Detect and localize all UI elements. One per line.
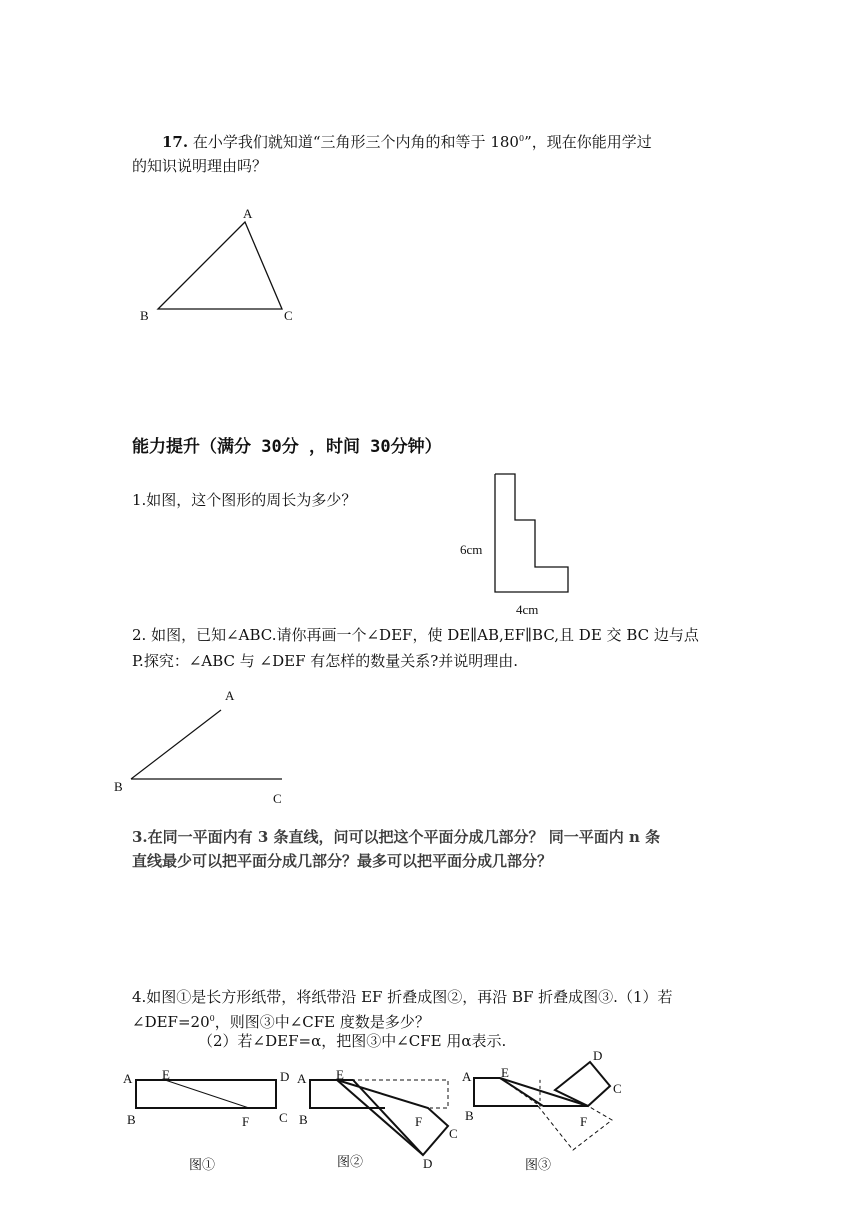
q4-figure-1 (123, 1067, 289, 1129)
q1-width-label: 4cm (516, 602, 539, 617)
fig2-label-f: F (415, 1114, 423, 1129)
q2-line1: 2. 如图，已知∠ABC.请你再画一个∠DEF，使 DE∥AB,EF∥BC,且 DE 交 BC 边与点 (132, 626, 699, 644)
fig3-label-c: C (613, 1081, 622, 1096)
fig3-label-d: D (593, 1048, 603, 1063)
fig1-label-d: D (280, 1069, 290, 1084)
q1-height-label: 6cm (460, 542, 483, 557)
q2-angle-figure (114, 688, 282, 806)
q3-line1: 3.在同一平面内有 3 条直线，问可以把这个平面分成几部分？ 同一平面内 n 条 (132, 828, 661, 846)
q17-label-c: C (284, 308, 293, 323)
fig3-label-b: B (465, 1108, 474, 1123)
section-heading: 能力提升（满分 30分 ，时间 30分钟） (132, 437, 442, 457)
fig3-label-a: A (462, 1069, 472, 1084)
fig1-label-a: A (123, 1071, 133, 1086)
fig2-caption: 图② (337, 1155, 364, 1170)
q1-staircase-figure (460, 474, 568, 617)
fig2-label-a: A (297, 1071, 307, 1086)
q17-triangle (140, 206, 293, 323)
q17-line2: 的知识说明理由吗？ (132, 157, 268, 175)
fig3-label-f: F (580, 1114, 588, 1129)
q4-degree-sup: 0 (209, 1014, 215, 1023)
q17-degree-sup: 0 (518, 134, 525, 143)
q17-number: 17. (162, 133, 189, 151)
q2-line2: P.探究：∠ABC 与 ∠DEF 有怎样的数量关系?并说明理由. (132, 652, 519, 670)
q4-line2-a: ∠DEF=20 (132, 1013, 210, 1031)
fig1-label-c: C (279, 1110, 288, 1125)
fig1-label-e: E (162, 1067, 170, 1082)
q3-line2: 直线最少可以把平面分成几部分？最多可以把平面分成几部分？ (132, 852, 553, 870)
q4-figure-2 (297, 1067, 458, 1171)
q4-figure-3 (462, 1048, 622, 1150)
q17-label-a: A (243, 206, 253, 221)
q17-text-end: ”，现在你能用学过 (524, 133, 652, 151)
fig2-label-b: B (299, 1112, 308, 1127)
q4-line1: 4.如图①是长方形纸带，将纸带沿 EF 折叠成图②，再沿 BF 折叠成图③.（1）若 (132, 988, 673, 1006)
fig1-caption: 图① (189, 1158, 216, 1173)
q4-line3: （2）若∠DEF=α，把图③中∠CFE 用α表示. (198, 1032, 507, 1050)
q1-text: 1.如图，这个图形的周长为多少？ (132, 491, 357, 509)
fig2-label-d: D (423, 1156, 433, 1171)
q4-line2-b: ，则图③中∠CFE 度数是多少？ (214, 1013, 430, 1031)
fig2-label-e: E (336, 1067, 344, 1082)
q2-label-a: A (225, 688, 235, 703)
fig1-label-f: F (242, 1114, 250, 1129)
fig2-label-c: C (449, 1126, 458, 1141)
q2-label-c: C (273, 791, 282, 806)
fig3-caption: 图③ (525, 1158, 552, 1173)
fig3-label-e: E (501, 1065, 509, 1080)
q17-text: 在小学我们就知道“三角形三个内角的和等于 180 (192, 133, 519, 151)
q17-label-b: B (140, 308, 149, 323)
q2-label-b: B (114, 779, 123, 794)
fig1-label-b: B (127, 1112, 136, 1127)
